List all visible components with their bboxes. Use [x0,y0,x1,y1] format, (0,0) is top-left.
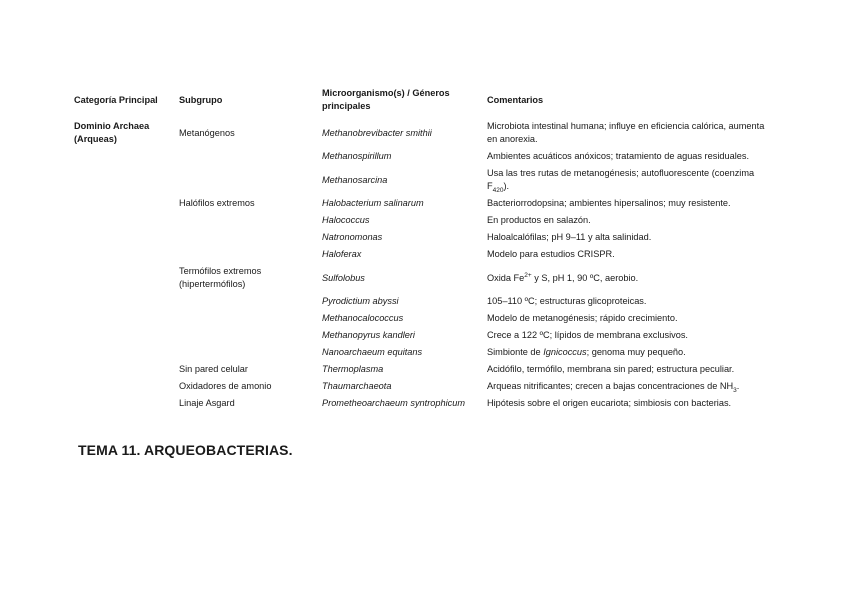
subgroup-cell [175,212,318,229]
category-cell: Dominio Archaea (Arqueas) [74,121,150,144]
subgroup-cell [175,148,318,165]
comment-text: Usa las tres rutas de metanogénesis; autofluorescente (coenzima $F_{420}$). [487,168,755,194]
table-row [70,344,780,361]
organism-cell: Haloferax [322,249,362,259]
organism-cell: Natronomonas [322,232,383,242]
table-row [70,229,780,246]
table-row [70,310,780,327]
subgroup-cell: Metanógenos [179,127,235,138]
comment-cell: Modelo para estudios CRISPR. [487,249,615,259]
subgroup-cell: Oxidadores de amonio [179,381,272,391]
subgroup-cell [175,293,318,310]
comment-cell [483,165,780,195]
table-row [70,195,780,212]
comment-cell: Crece a 122 ºC; lípidos de membrana exclusivos. [487,330,688,340]
subgroup-cell: Halófilos extremos [179,198,255,208]
subgroup-cell [175,229,318,246]
table-row [70,293,780,310]
comment-cell: Modelo de metanogénesis; rápido crecimiento. [487,313,678,323]
table-row [70,246,780,263]
table-row [70,361,780,378]
subgroup-cell: Termófilos extremos (hipertermófilos) [179,266,262,289]
section-heading: TEMA 11. ARQUEOBACTERIAS. [78,442,293,458]
header-comments: Comentarios [487,94,544,105]
subgroup-cell: Linaje Asgard [179,398,235,408]
organism-cell: Sulfolobus [322,272,365,283]
comment-cell: Acidófilo, termófilo, membrana sin pared; estructura peculiar. [487,364,735,374]
organism-cell: Halococcus [322,215,370,225]
table-row [70,378,780,395]
organism-cell: Thaumarchaeota [322,381,392,391]
organism-cell: Halobacterium salinarum [322,198,424,208]
header-organisms: Microorganismo(s) / Géneros principales [322,88,450,111]
table-row [70,148,780,165]
comment-cell: Microbiota intestinal humana; influye en eficiencia calórica, aumenta en anorexia. [487,121,765,144]
organism-cell: Prometheoarchaeum syntrophicum [322,398,465,408]
organism-cell: Methanosarcina [322,174,388,185]
table-row [70,118,780,148]
comment-cell: Bacteriorrodopsina; ambientes hipersalinos; muy resistente. [487,198,731,208]
comment-cell [483,378,780,395]
organism-cell: Methanospirillum [322,151,392,161]
subgroup-cell [175,344,318,361]
archaea-table [70,84,780,412]
comment-cell [483,263,780,293]
organism-cell: Methanocalococcus [322,313,404,323]
header-category: Categoría Principal [74,94,158,105]
comment-cell: En productos en salazón. [487,215,591,225]
organism-cell: Pyrodictium abyssi [322,296,399,306]
header-subgroup: Subgrupo [179,94,223,105]
organism-cell: Thermoplasma [322,364,384,374]
comment-cell: Ambientes acuáticos anóxicos; tratamiento de aguas residuales. [487,151,749,161]
subgroup-cell [175,327,318,344]
table-row [70,327,780,344]
comment-cell: Hipótesis sobre el origen eucariota; simbiosis con bacterias. [487,398,732,408]
table-row [70,395,780,412]
table-row [70,263,780,293]
table-header-row [70,84,780,118]
subgroup-cell [175,310,318,327]
table-row [70,165,780,195]
organism-cell: Nanoarchaeum equitans [322,347,423,357]
table-row [70,212,780,229]
organism-cell: Methanopyrus kandleri [322,330,415,340]
comment-cell [483,344,780,361]
comment-cell: Haloalcalófilas; pH 9–11 y alta salinidad. [487,232,652,242]
comment-text: Oxida $Fe^{2+}$ y S, pH 1, 90 ºC, aerobio. [487,271,639,283]
subgroup-cell: Sin pared celular [179,364,248,374]
organism-cell: Methanobrevibacter smithii [322,127,432,138]
comment-text: Simbionte de Ignicoccus; genoma muy pequeño. [487,347,686,357]
comment-cell: 105–110 ºC; estructuras glicoproteicas. [487,296,647,306]
subgroup-cell [175,165,318,195]
comment-text: Arqueas nitrificantes; crecen a bajas concentraciones de $NH_3$. [487,381,740,394]
subgroup-cell [175,246,318,263]
